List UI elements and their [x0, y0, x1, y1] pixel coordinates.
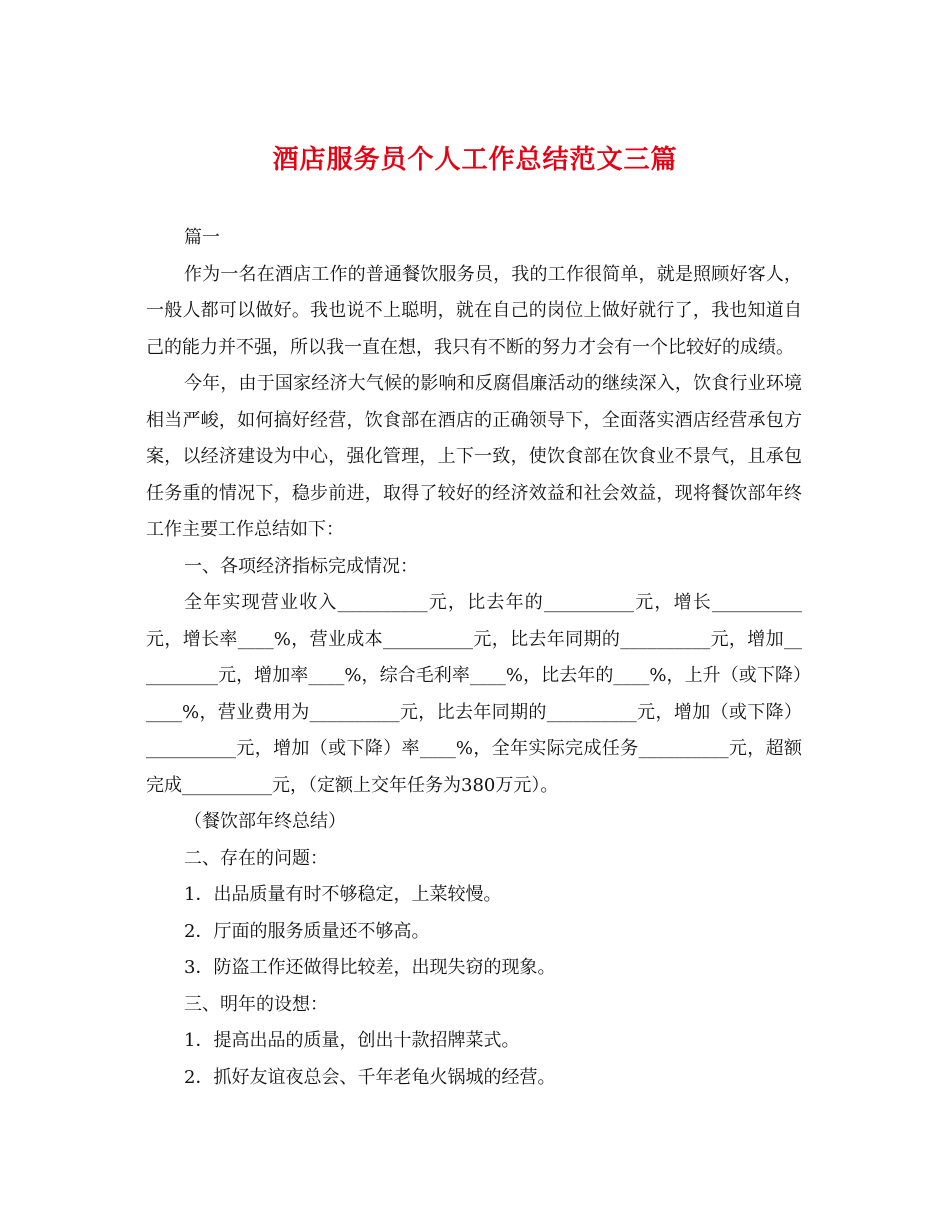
paragraph-this-year: 今年，由于国家经济大气候的影响和反腐倡廉活动的继续深入，饮食行业环境相当严峻，如何搞好经营，饮食部在酒店的正确领导下，全面落实酒店经营承包方案，以经济建设为中心，强化管理，上下一致，使饮食部在饮食业不景气，且承包任务重的情况下，稳步前进，取得了较好的经济效益和社会效益，现将餐饮部年终工作主要工作总结如下： [146, 373, 802, 540]
section-heading-part-one: 篇一 [184, 227, 220, 248]
paragraph-indicators-fill-in: 全年实现营业收入__________元，比去年的__________元，增长__________元，增长率____%，营业成本__________元，比去年同期的__________元，增加__________元，增加率____%，综合毛利率____%，比去年的____%，上升（或下降）____%，营业费用为__________元，比去年同期的__________元，增加（或下降）__________元，增加（或下降）率____%，全年实际完成任务__________元，超额完成__________元，（定额上交年任务为380万元）。 [146, 592, 802, 796]
heading-economic-indicators: 一、各项经济指标完成情况： [184, 555, 418, 577]
list-item-plan-1: 1．提高出品的质量，创出十款招牌菜式。 [184, 1030, 520, 1051]
document-title: 酒店服务员个人工作总结范文三篇 [272, 145, 678, 175]
heading-problems: 二、存在的问题： [184, 847, 328, 869]
list-item-problem-2: 2．厅面的服务质量还不够高。 [184, 920, 430, 942]
document-body [146, 220, 802, 1096]
paragraph-source-note: （餐饮部年终总结） [184, 811, 346, 832]
list-item-plan-2: 2．抓好友谊夜总会、千年老龟火锅城的经营。 [184, 1066, 556, 1088]
list-item-problem-1: 1．出品质量有时不够稳定，上菜较慢。 [184, 884, 502, 905]
paragraph-intro: 作为一名在酒店工作的普通餐饮服务员，我的工作很简单，就是照顾好客人，一般人都可以做好。我也说不上聪明，就在自己的岗位上做好就行了，我也知道自己的能力并不强，所以我一直在想，我只有不断的努力才会有一个比较好的成绩。 [146, 263, 802, 358]
list-item-problem-3: 3．防盗工作还做得比较差，出现失窃的现象。 [184, 957, 556, 978]
heading-next-year-plans: 三、明年的设想： [184, 993, 328, 1015]
